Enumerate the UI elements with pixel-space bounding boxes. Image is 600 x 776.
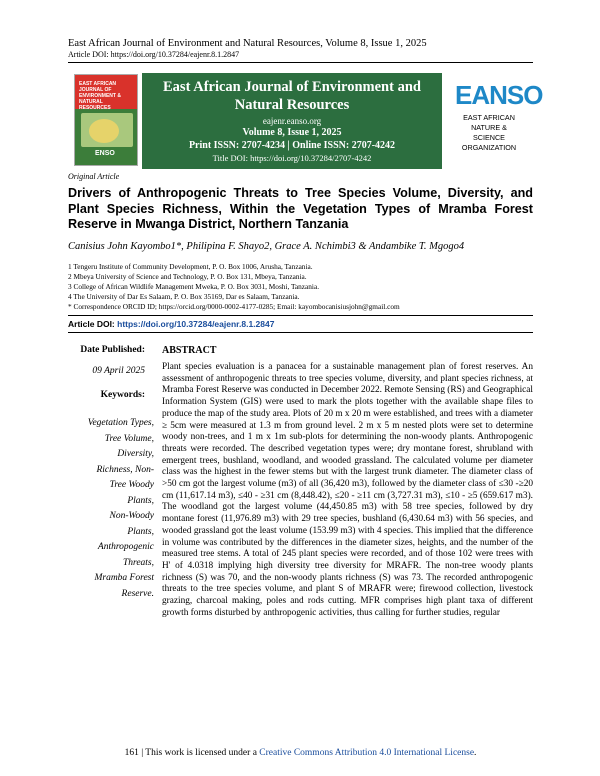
keyword-line: Plants, (127, 526, 154, 537)
header-article-doi: Article DOI: https://doi.org/10.37284/eajenr.8.1.2847 (68, 50, 240, 59)
keyword-line: Tree Woody (109, 480, 154, 490)
author-list: Canisius John Kayombo1*, Philipina F. Shayo2, Grace A. Nchimbi3 & Andambike T. Mgogo4 (68, 241, 465, 252)
keyword-line: Anthropogenic (97, 542, 154, 552)
footer-suffix: . (474, 748, 477, 758)
affiliation: 2 Mbeya University of Science and Technology, P. O. Box 131, Mbeya, Tanzania. (68, 272, 307, 281)
keyword-line: Diversity, (117, 449, 154, 459)
eanso-logo (455, 80, 543, 153)
eanso-org-name (455, 113, 523, 153)
keyword-line: Non-Woody (109, 511, 154, 521)
keyword-line: Richness, Non- (96, 464, 154, 475)
license-link[interactable]: Creative Commons Attribution 4.0 International License (259, 748, 475, 758)
affiliation: 4 The University of Dar Es Salaam, P. O. Box 35169, Dar es Salaam, Tanzania. (68, 292, 300, 301)
journal-issn: Print ISSN: 2707-4234 | Online ISSN: 2707-4242 (188, 140, 396, 151)
date-published-label: Date Published: (80, 345, 145, 355)
abstract-body: Plant species evaluation is a panacea for a sustainable management plan of forest reserves. An assessment of anthropogenic threats to tree species volume, diversity, and plant species richness, at Mramba Forest Reserve was conducted in December 2022. Remote Sensing (RS) and Geographical Information System (GIS) were used to mark the plots together with the available shape files to produce the map of the study area. Plots of 20 m x 20 m were established, and trees with a diameter ≥ 5cm were measured at 1.3 m from ground level. 2 m x 5 m nested plots were set to determine woody non-trees, and 1 m x 1m sub-plots for determining the non-woody plants. Anthropogenic threats were recorded. The described vegetation types were; dry montane forest, shrubland with emergent trees, bushland, woodland, and wooded grassland. The calculated volume per diameter class was the highest in the fewer stems but with the largest trunk diameter. The diameter class of >50 cm got the largest volume (m3) of all (36,420 m3), followed by the diameter class of ≤30 -≥20 cm (11,617.14 m3), ≤40 - ≥31 cm (8,448.42), ≤20 - ≥11 cm (3,727.31 m3), ≤10 - ≥5 (659.617 m3). The woodland got the largest volume (44,450.85 m3) with 58 tree species, followed by dry montane forest (11,976.89 m3) with 29 tree species, bushland (6,430.64 m3) with 56 species, and wooded grassland got the least volume (153.99 m3) with 4 species. This implied that the difference in volume was contributed by the differences in the diameter sizes, heights, and the number of the measured tree stems. A total of 245 plant species were recorded, and of those 102 were trees with H' of 4.0318 implying high diversity tree diversity for MRAFR. The non-tree woody plants richness (S) was 70, and the non-woody plants richness (S) was 73. The recorded anthropogenic threats to the tree species volume, and plant S of MRAFR were; firewood collection, livestock grazing, charcoal making, poles and rods cutting. MFR comprises high plant taxa of different growth forms disturbed by anthropogenic activities, thus calling for further studies, regular (162, 362, 533, 618)
cover-logo: ENSO (95, 150, 115, 157)
keyword-line: Vegetation Types, (87, 418, 154, 428)
journal-title-doi[interactable]: Title DOI: https://doi.org/10.37284/2707-4242 (212, 153, 372, 163)
header-rule (68, 62, 533, 63)
eanso-logo-mark: EANSO (455, 80, 543, 110)
org-line: NATURE & (471, 123, 507, 132)
keyword-line: Tree Volume, (104, 433, 154, 444)
affiliation: 1 Tengeru Institute of Community Development, P. O. Box 1006, Arusha, Tanzania. (68, 262, 313, 271)
affiliation: 3 College of African Wildlife Management Mweka, P. O. Box 3031, Moshi, Tanzania. (68, 282, 320, 291)
journal-title: East African Journal of Environment and Natural Resources (163, 79, 421, 113)
doi-rule-top (68, 315, 533, 316)
keywords-label: Keywords: (100, 390, 145, 400)
journal-website[interactable]: eajenr.eanso.org (262, 116, 322, 126)
journal-cover (74, 74, 138, 166)
doi-rule-bottom (68, 332, 533, 333)
keyword-line: Threats, (122, 557, 154, 568)
org-line: ORGANIZATION (461, 143, 517, 152)
abstract-heading: ABSTRACT (162, 345, 217, 356)
keyword-line: Plants, (127, 495, 154, 506)
article-type: Original Article (68, 172, 120, 181)
date-published-value: 09 April 2025 (92, 366, 145, 376)
journal-volume: Volume 8, Issue 1, 2025 (242, 127, 342, 138)
keywords-list (68, 416, 154, 602)
org-line: SCIENCE (473, 133, 505, 142)
cover-title: EAST AFRICAN JOURNAL OF ENVIRONMENT & NATURAL RESOURCES (79, 81, 121, 111)
footer-prefix: 161 | This work is licensed under a (124, 748, 260, 758)
article-doi-label: Article DOI: (68, 319, 118, 329)
article-doi-link[interactable]: https://doi.org/10.37284/eajenr.8.1.2847 (117, 319, 275, 329)
article-title: Drivers of Anthropogenic Threats to Tree Species Volume, Diversity, and Plant Species Richness, Within the Vegetation Types of Mramba Forest Reserve in Mwanga District, Northern Tanzania (68, 186, 533, 231)
org-line: EAST AFRICAN (463, 113, 515, 122)
keyword-line: Mramba Forest (94, 573, 154, 583)
keyword-line: Reserve. (121, 588, 154, 599)
correspondence: * Correspondence ORCID ID; https://orcid.org/0000-0002-4177-0285; Email: kayombocanisiusjohn@gmail.com (68, 302, 400, 311)
page-footer (68, 748, 533, 758)
article-doi (68, 319, 274, 329)
running-title: East African Journal of Environment and Natural Resources, Volume 8, Issue 1, 2025 (68, 38, 427, 49)
cover-image-sun (89, 119, 119, 143)
